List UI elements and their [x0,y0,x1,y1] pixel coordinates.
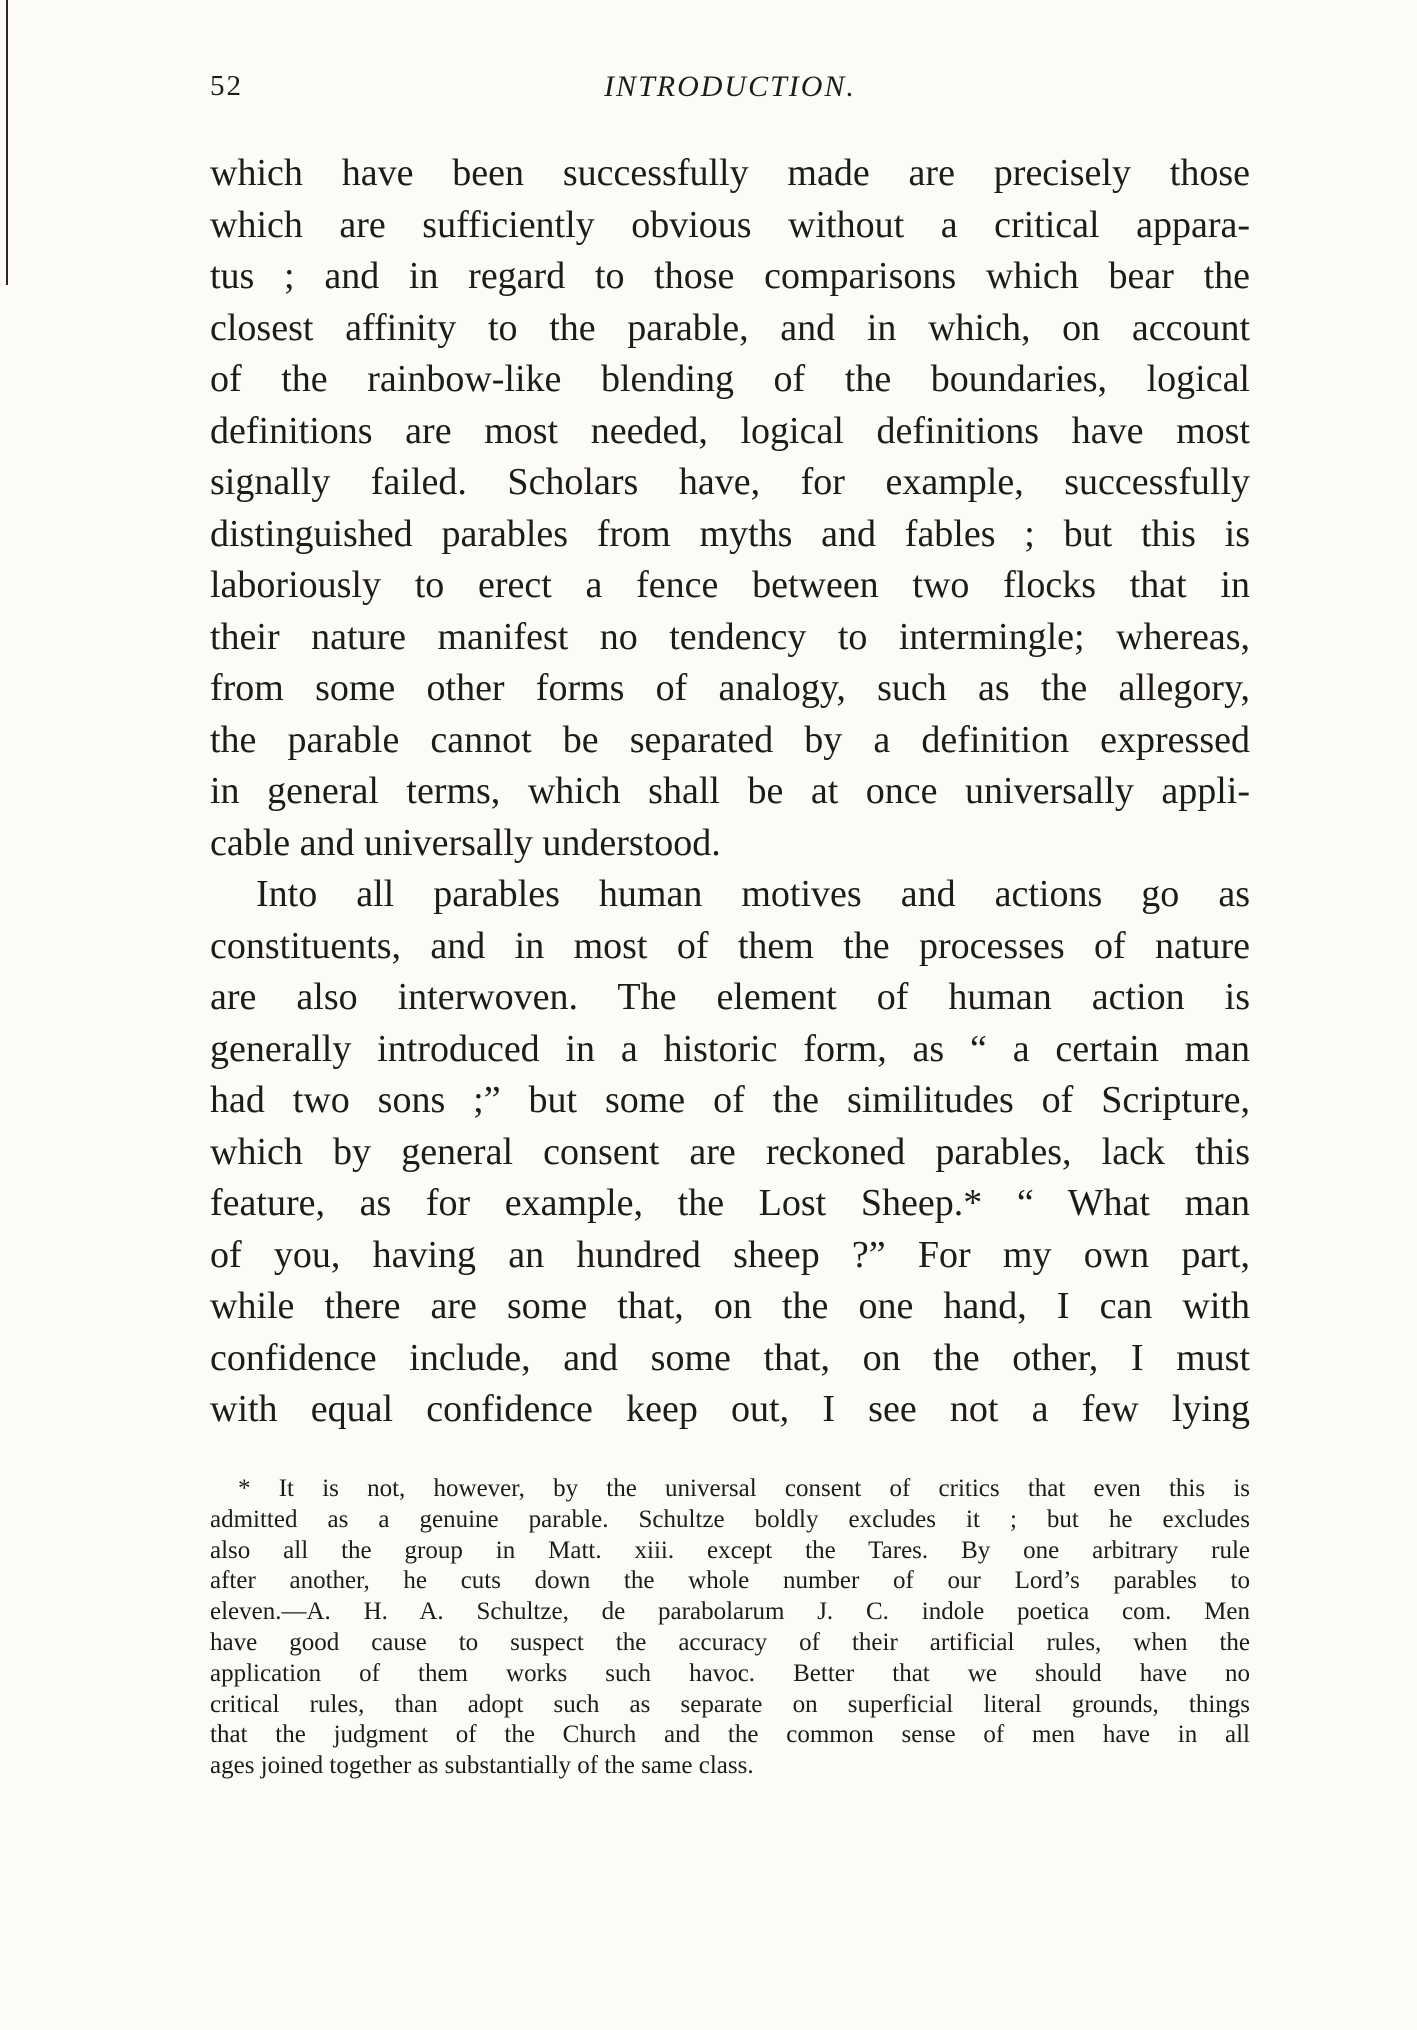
footnote-line: ages joined together as substantially of the same class. [210,1752,754,1780]
text-line: confidence include, and some that, on the other, I must [210,1336,1250,1379]
text-line: constituents, and in most of them the processes of nature [210,924,1250,967]
text-line: from some other forms of analogy, such as the allegory, [210,667,1250,709]
footnote-line: application of them works such havoc. Better that we should have no [210,1659,1250,1687]
footnote-line: that the judgment of the Church and the common sense of men have in all [210,1721,1250,1749]
text-line: had two sons ;” but some of the similitudes of Scripture, [210,1079,1250,1121]
text-line: generally introduced in a historic form, as “ a certain man [210,1027,1250,1070]
text-line: which are sufficiently obvious without a critical appara- [210,203,1250,246]
text-line: cable and universally understood. [210,821,721,864]
footnote [210,1474,1250,1782]
text-line: distinguished parables from myths and fables ; but this is [210,512,1250,555]
page-binding-edge [6,0,8,285]
text-line: with equal confidence keep out, I see not a few lying [210,1388,1250,1430]
text-line: definitions are most needed, logical definitions have most [210,409,1250,452]
text-line: signally failed. Scholars have, for example, successfully [210,461,1250,503]
text-line: of you, having an hundred sheep ?” For my own part, [210,1233,1250,1276]
footnote-line: have good cause to suspect the accuracy of their artificial rules, when the [210,1628,1250,1656]
text-line: feature, as for example, the Lost Sheep.* “ What man [210,1182,1250,1224]
text-line: tus ; and in regard to those comparisons which bear the [210,255,1250,297]
footnote-line: eleven.—A. H. A. Schultze, de parabolarum J. C. indole poetica com. Men [210,1598,1250,1626]
text-line: laboriously to erect a fence between two flocks that in [210,564,1250,606]
page-number: 52 [210,70,243,102]
text-line: which have been successfully made are precisely those [210,152,1250,194]
text-line: while there are some that, on the one hand, I can with [210,1285,1250,1327]
text-line: are also interwoven. The element of human action is [210,976,1250,1018]
footnote-line: critical rules, than adopt such as separate on superficial literal grounds, things [210,1690,1250,1718]
text-line: the parable cannot be separated by a definition expressed [210,718,1250,761]
page-header [210,70,1250,120]
running-head: INTRODUCTION. [604,70,856,103]
text-line: which by general consent are reckoned parables, lack this [210,1130,1250,1173]
footnote-line: * It is not, however, by the universal consent of critics that even this is [238,1475,1250,1502]
footnote-line: after another, he cuts down the whole number of our Lord’s parables to [210,1567,1250,1595]
text-line: their nature manifest no tendency to intermingle; whereas, [210,615,1250,658]
text-line: Into all parables human motives and actions go as [256,873,1250,915]
footnote-line: admitted as a genuine parable. Schultze boldly excludes it ; but he excludes [210,1505,1250,1533]
text-line: in general terms, which shall be at once universally appli- [210,770,1250,812]
main-text [210,148,1250,1436]
footnote-line: also all the group in Matt. xiii. except the Tares. By one arbitrary rule [210,1536,1250,1564]
text-line: closest affinity to the parable, and in which, on account [210,306,1250,349]
text-line: of the rainbow-like blending of the boundaries, logical [210,358,1250,400]
